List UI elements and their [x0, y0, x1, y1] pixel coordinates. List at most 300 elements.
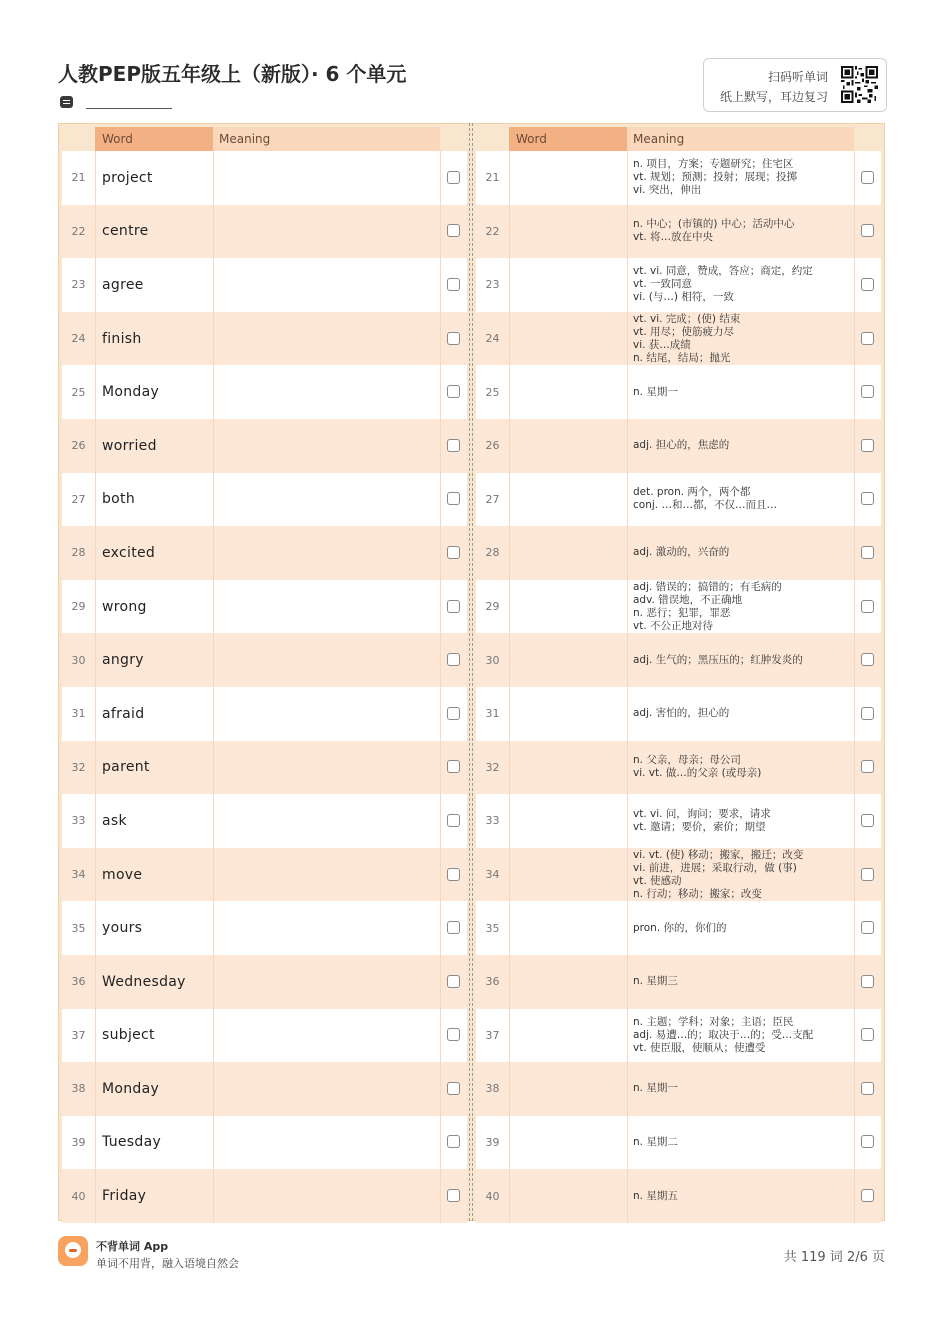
checkbox[interactable] [447, 600, 460, 613]
row-number: 21 [71, 171, 86, 185]
column-rule [627, 955, 628, 1009]
word-panel [62, 127, 467, 1221]
name-icon [60, 96, 73, 108]
column-rule [509, 258, 510, 312]
word-blank-cell[interactable] [509, 1116, 627, 1170]
column-rule [440, 1062, 441, 1116]
meaning-line: vt. 一致同意 [633, 278, 693, 291]
meaning-cell [627, 901, 854, 955]
row-number: 34 [71, 868, 86, 882]
row-number: 24 [485, 332, 500, 346]
meaning-cell [627, 205, 854, 259]
column-rule [213, 1169, 214, 1223]
qr-code-icon[interactable] [841, 66, 878, 103]
column-rule [213, 526, 214, 580]
column-rule [627, 901, 628, 955]
checkbox[interactable] [447, 1028, 460, 1041]
row-number: 27 [71, 492, 86, 506]
checkbox[interactable] [447, 546, 460, 559]
table-row [476, 365, 881, 419]
checkbox[interactable] [447, 224, 460, 237]
column-rule [95, 955, 96, 1009]
meaning-blank-cell[interactable] [213, 901, 440, 955]
meaning-line: n. 星期一 [633, 385, 678, 398]
meaning-blank-cell[interactable] [213, 580, 440, 634]
meaning-blank-cell[interactable] [213, 1116, 440, 1170]
checkbox[interactable] [447, 278, 460, 291]
row-number: 31 [71, 707, 86, 721]
word-cell: project [102, 169, 153, 186]
column-rule [213, 258, 214, 312]
word-blank-cell[interactable] [509, 633, 627, 687]
column-rule [509, 151, 510, 205]
word-cell: ask [102, 812, 127, 829]
checkbox[interactable] [447, 707, 460, 720]
column-rule [627, 1116, 628, 1170]
checkbox[interactable] [447, 760, 460, 773]
checkbox[interactable] [447, 653, 460, 666]
table-row [62, 687, 467, 741]
meaning-line: vi. 获…成绩 [633, 338, 691, 351]
row-number: 28 [485, 546, 500, 560]
word-blank-cell[interactable] [509, 1062, 627, 1116]
column-rule [440, 151, 441, 205]
word-blank-cell[interactable] [509, 151, 627, 205]
column-rule [627, 633, 628, 687]
meaning-cell [627, 419, 854, 473]
meaning-blank-cell[interactable] [213, 526, 440, 580]
word-cell: subject [102, 1027, 155, 1044]
column-rule [509, 1009, 510, 1063]
column-rule [95, 1169, 96, 1223]
meaning-line: det. pron. 两个，两个都 [633, 486, 751, 499]
meaning-line: n. 星期二 [633, 1135, 678, 1148]
checkbox[interactable] [861, 600, 874, 613]
word-cell: Wednesday [102, 973, 186, 990]
word-blank-cell[interactable] [509, 1169, 627, 1223]
column-rule [213, 794, 214, 848]
meaning-line: adj. 害怕的，担心的 [633, 707, 730, 720]
row-number: 40 [71, 1189, 86, 1203]
column-rule [440, 205, 441, 259]
word-blank-cell[interactable] [509, 312, 627, 366]
checkbox[interactable] [861, 385, 874, 398]
row-number: 36 [71, 975, 86, 989]
column-rule [627, 419, 628, 473]
meaning-cell [627, 473, 854, 527]
column-rule [509, 312, 510, 366]
table-row [476, 151, 881, 205]
row-number: 31 [485, 707, 500, 721]
meaning-blank-cell[interactable] [213, 205, 440, 259]
meaning-blank-cell[interactable] [213, 151, 440, 205]
table-row [476, 205, 881, 259]
checkbox[interactable] [861, 492, 874, 505]
meaning-blank-cell[interactable] [213, 1062, 440, 1116]
column-rule [509, 419, 510, 473]
row-number: 34 [485, 868, 500, 882]
checkbox[interactable] [447, 332, 460, 345]
meaning-blank-cell[interactable] [213, 955, 440, 1009]
page-title: 人教PEP版五年级上（新版）· 6 个单元 [58, 62, 407, 86]
scan-label: 扫码听单词 [767, 70, 828, 84]
table-row [62, 526, 467, 580]
column-rule [440, 1169, 441, 1223]
word-blank-cell[interactable] [509, 365, 627, 419]
column-rule [509, 901, 510, 955]
column-rule [509, 687, 510, 741]
table-row [476, 419, 881, 473]
checkbox[interactable] [861, 1135, 874, 1148]
column-rule [854, 205, 855, 259]
word-blank-cell[interactable] [509, 526, 627, 580]
checkbox[interactable] [861, 1082, 874, 1095]
checkbox[interactable] [861, 332, 874, 345]
scan-panel[interactable] [703, 58, 887, 112]
column-rule [627, 741, 628, 795]
meaning-cell [627, 365, 854, 419]
column-rule [213, 365, 214, 419]
meaning-blank-cell[interactable] [213, 687, 440, 741]
column-rule [854, 848, 855, 902]
column-rule [854, 526, 855, 580]
meaning-cell [627, 1062, 854, 1116]
word-header-cell [509, 127, 627, 151]
table-row [476, 258, 881, 312]
meaning-blank-cell[interactable] [213, 794, 440, 848]
meaning-line: vi. vt. 做…的父亲 (或母亲) [633, 767, 762, 780]
column-rule [95, 151, 96, 205]
column-rule [509, 1169, 510, 1223]
column-rule [854, 687, 855, 741]
table-row [62, 1009, 467, 1063]
meaning-cell [627, 1169, 854, 1223]
checkbox[interactable] [861, 707, 874, 720]
meaning-line: adj. 担心的，焦虑的 [633, 439, 730, 452]
column-rule [440, 258, 441, 312]
row-number: 32 [71, 760, 86, 774]
meaning-line: adj. 错误的；搞错的；有毛病的 [633, 580, 782, 593]
column-rule [854, 794, 855, 848]
table-row [62, 473, 467, 527]
row-number: 23 [71, 278, 86, 292]
table-row [62, 901, 467, 955]
checkbox[interactable] [861, 278, 874, 291]
meaning-header-cell [627, 127, 854, 151]
word-column-header: Word [102, 132, 133, 146]
meaning-line: pron. 你的，你们的 [633, 921, 727, 934]
column-rule [627, 1062, 628, 1116]
meaning-line: adv. 错误地，不正确地 [633, 593, 743, 606]
row-number: 33 [485, 814, 500, 828]
table-row [476, 312, 881, 366]
column-rule [213, 151, 214, 205]
column-rule [627, 580, 628, 634]
column-rule [854, 580, 855, 634]
column-rule [440, 580, 441, 634]
checkbox[interactable] [861, 921, 874, 934]
checkbox[interactable] [447, 975, 460, 988]
word-header-cell [95, 127, 213, 151]
meaning-line: vt. 邀请；要价，索价；期望 [633, 820, 766, 833]
table-row [62, 312, 467, 366]
column-rule [627, 365, 628, 419]
row-number: 35 [71, 921, 86, 935]
word-cell: excited [102, 544, 156, 561]
word-blank-cell[interactable] [509, 205, 627, 259]
checkbox[interactable] [447, 439, 460, 452]
column-rule [95, 365, 96, 419]
column-rule [509, 473, 510, 527]
meaning-cell [627, 258, 854, 312]
word-cell: move [102, 866, 143, 883]
checkbox[interactable] [861, 653, 874, 666]
column-rule [213, 901, 214, 955]
table-row [476, 955, 881, 1009]
meaning-line: adj. 激动的，兴奋的 [633, 546, 730, 559]
meaning-line: vt. 使感动 [633, 874, 682, 887]
column-rule [509, 205, 510, 259]
checkbox[interactable] [861, 224, 874, 237]
name-underline[interactable] [86, 108, 172, 109]
table-row [476, 1116, 881, 1170]
word-cell: agree [102, 276, 144, 293]
checkbox[interactable] [447, 492, 460, 505]
word-blank-cell[interactable] [509, 1009, 627, 1063]
table-row [62, 580, 467, 634]
column-rule [627, 258, 628, 312]
checkbox[interactable] [861, 868, 874, 881]
column-rule [509, 365, 510, 419]
meaning-cell [627, 955, 854, 1009]
meaning-line: vt. vi. 同意，赞成，答应；商定，约定 [633, 265, 813, 278]
column-rule [95, 580, 96, 634]
meaning-blank-cell[interactable] [213, 312, 440, 366]
column-rule [95, 794, 96, 848]
meaning-line: vi. (与…) 相符，一致 [633, 291, 734, 304]
meaning-cell [627, 741, 854, 795]
name-field[interactable] [58, 94, 178, 112]
meaning-blank-cell[interactable] [213, 1169, 440, 1223]
column-rule [440, 526, 441, 580]
column-rule [854, 365, 855, 419]
row-number: 27 [485, 492, 500, 506]
meaning-line: n. 恶行；犯罪，罪恶 [633, 606, 731, 619]
meaning-cell [627, 526, 854, 580]
meaning-line: vi. 突出，伸出 [633, 184, 702, 197]
column-rule [627, 473, 628, 527]
column-rule [854, 473, 855, 527]
word-column-header: Word [516, 132, 547, 146]
word-blank-cell[interactable] [509, 901, 627, 955]
meaning-cell [627, 580, 854, 634]
table-row [62, 1116, 467, 1170]
column-rule [627, 151, 628, 205]
column-rule [440, 741, 441, 795]
word-blank-cell[interactable] [509, 794, 627, 848]
meaning-line: vi. 前进，进展；采取行动，做 (事) [633, 861, 797, 874]
page-counter: 共 119 词 2/6 页 [783, 1250, 885, 1265]
row-number: 29 [485, 600, 500, 614]
table-row [476, 1009, 881, 1063]
row-number: 32 [485, 760, 500, 774]
footer-slogan: 单词不用背，融入语境自然会 [96, 1257, 239, 1270]
column-rule [440, 848, 441, 902]
row-number: 37 [71, 1028, 86, 1042]
meaning-blank-cell[interactable] [213, 258, 440, 312]
table-row [62, 258, 467, 312]
table-row [62, 741, 467, 795]
checkbox[interactable] [861, 439, 874, 452]
word-blank-cell[interactable] [509, 741, 627, 795]
meaning-header-cell [213, 127, 440, 151]
checkbox[interactable] [861, 171, 874, 184]
meaning-line: n. 星期五 [633, 1189, 678, 1202]
column-rule [854, 633, 855, 687]
word-cell: worried [102, 437, 157, 454]
word-cell: parent [102, 759, 150, 776]
app-logo-icon [58, 1236, 88, 1266]
table-row [62, 794, 467, 848]
table-row [62, 151, 467, 205]
meaning-rows [476, 151, 881, 1223]
word-blank-cell[interactable] [509, 687, 627, 741]
meaning-blank-cell[interactable] [213, 419, 440, 473]
column-rule [213, 633, 214, 687]
word-rows [62, 151, 467, 1223]
table-row [62, 955, 467, 1009]
table-row [62, 365, 467, 419]
column-rule [213, 1116, 214, 1170]
table-row [476, 741, 881, 795]
checkbox[interactable] [447, 1189, 460, 1202]
row-number: 38 [71, 1082, 86, 1096]
checkbox[interactable] [447, 385, 460, 398]
meaning-line: n. 项目，方案；专题研究；住宅区 [633, 158, 794, 171]
table-row [476, 1062, 881, 1116]
meaning-line: vt. 将…放在中央 [633, 231, 714, 244]
meaning-cell [627, 1116, 854, 1170]
column-rule [95, 526, 96, 580]
column-rule [440, 312, 441, 366]
checkbox[interactable] [447, 868, 460, 881]
column-rule [95, 419, 96, 473]
meaning-line: n. 星期一 [633, 1082, 678, 1095]
column-rule [854, 1009, 855, 1063]
row-number: 33 [71, 814, 86, 828]
table-row [62, 1062, 467, 1116]
meaning-line: n. 父亲，母亲；母公司 [633, 754, 741, 767]
table-row [476, 633, 881, 687]
checkbox[interactable] [447, 1082, 460, 1095]
column-rule [213, 848, 214, 902]
checkbox[interactable] [447, 921, 460, 934]
column-rule [509, 955, 510, 1009]
meaning-line: adj. 生气的；黑压压的；红肿发炎的 [633, 653, 803, 666]
table-row [476, 687, 881, 741]
column-rule [95, 205, 96, 259]
column-rule [509, 794, 510, 848]
checkbox[interactable] [861, 1028, 874, 1041]
word-blank-cell[interactable] [509, 419, 627, 473]
table-row [62, 1169, 467, 1223]
row-number: 26 [71, 439, 86, 453]
column-rule [509, 1062, 510, 1116]
meaning-cell [627, 151, 854, 205]
column-rule [854, 955, 855, 1009]
word-blank-cell[interactable] [509, 580, 627, 634]
checkbox[interactable] [861, 975, 874, 988]
meaning-blank-cell[interactable] [213, 741, 440, 795]
word-cell: Monday [102, 384, 160, 401]
word-cell: both [102, 491, 136, 508]
column-rule [854, 901, 855, 955]
column-rule [95, 687, 96, 741]
column-rule [509, 526, 510, 580]
column-rule [213, 473, 214, 527]
checkbox[interactable] [447, 171, 460, 184]
meaning-blank-cell[interactable] [213, 1009, 440, 1063]
column-rule [627, 1169, 628, 1223]
row-number: 39 [71, 1135, 86, 1149]
column-rule [440, 794, 441, 848]
column-rule [509, 848, 510, 902]
checkbox[interactable] [861, 760, 874, 773]
meaning-blank-cell[interactable] [213, 473, 440, 527]
meaning-cell [627, 633, 854, 687]
column-rule [213, 312, 214, 366]
meaning-blank-cell[interactable] [213, 848, 440, 902]
column-rule [95, 633, 96, 687]
meaning-cell [627, 687, 854, 741]
table-row [476, 473, 881, 527]
fold-divider [469, 123, 473, 1221]
meaning-cell [627, 1009, 854, 1063]
meaning-blank-cell[interactable] [213, 633, 440, 687]
meaning-line: n. 结尾，结局；抛光 [633, 351, 731, 364]
word-blank-cell[interactable] [509, 848, 627, 902]
meaning-blank-cell[interactable] [213, 365, 440, 419]
column-rule [854, 1116, 855, 1170]
checkbox[interactable] [861, 1189, 874, 1202]
column-rule [213, 205, 214, 259]
column-rule [509, 741, 510, 795]
word-blank-cell[interactable] [509, 955, 627, 1009]
table-row [476, 580, 881, 634]
word-cell: centre [102, 223, 149, 240]
row-number: 37 [485, 1028, 500, 1042]
checkbox[interactable] [861, 546, 874, 559]
column-rule [440, 1116, 441, 1170]
word-blank-cell[interactable] [509, 473, 627, 527]
word-cell: afraid [102, 705, 145, 722]
checkbox[interactable] [447, 814, 460, 827]
checkbox[interactable] [861, 814, 874, 827]
column-rule [440, 473, 441, 527]
checkbox[interactable] [447, 1135, 460, 1148]
meaning-line: vt. 用尽；使筋疲力尽 [633, 325, 735, 338]
table-row [476, 794, 881, 848]
row-number: 25 [71, 385, 86, 399]
column-rule [627, 312, 628, 366]
row-number: 21 [485, 171, 500, 185]
word-cell: wrong [102, 598, 147, 615]
row-number: 26 [485, 439, 500, 453]
column-rule [440, 419, 441, 473]
column-rule [854, 1062, 855, 1116]
column-rule [854, 1169, 855, 1223]
word-blank-cell[interactable] [509, 258, 627, 312]
